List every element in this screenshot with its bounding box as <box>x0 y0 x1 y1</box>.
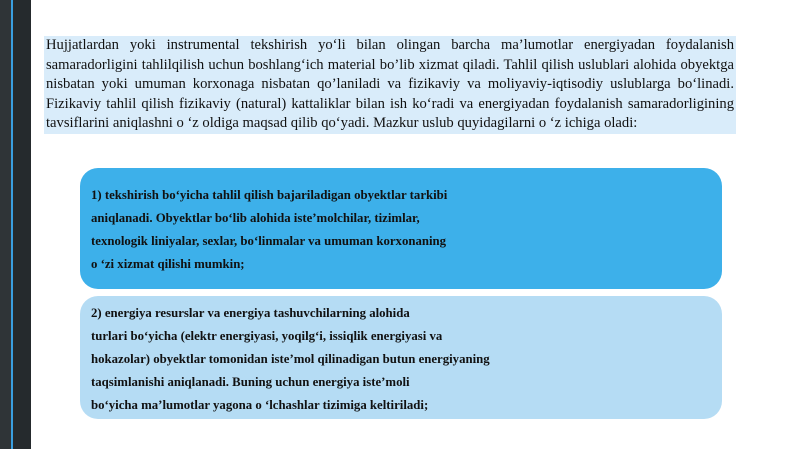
list-item-1-line: aniqlanadi. Obyektlar bo‘lib alohida iste’molchilar, tizimlar, <box>91 211 420 225</box>
list-item-2-line: taqsimlanishi aniqlanadi. Buning uchun energiya iste’moli <box>91 375 410 389</box>
list-item-2-line: 2) energiya resurslar va energiya tashuvchilarning alohida <box>91 306 410 320</box>
intro-paragraph: Hujjatlardan yoki instrumental tekshirish yo‘li bilan olingan barcha ma’lumotlar energiyadan foydalanish samaradorligini tahlilqilish uchun boshlang‘ich material bo’lib xizmat qiladi. Tahlil qilish uslublari alohida obyektga nisbatan yoki umuman korxonaga nisbatan qo’laniladi va fizikaviy va moliyaviy-iqtisodiy uslublarga bo‘linadi. Fizikaviy tahlil qilish fizikaviy (natural) kattaliklar bilan ish ko‘radi va energiyadan foydalanish samaradorligining tavsiflarini aniqlashni o ‘z oldiga maqsad qilib qo‘yadi. Mazkur uslub quyidagilarni o ‘z ichiga oladi: <box>44 36 736 134</box>
list-item-1-line: 1) tekshirish bo‘yicha tahlil qilish bajariladigan obyektlar tarkibi <box>91 188 448 202</box>
list-item-2-line: turlari bo‘yicha (elektr energiyasi, yoqilg‘i, issiqlik energiyasi va <box>91 329 443 343</box>
left-decor-bar <box>0 0 11 449</box>
list-item-2-box <box>80 296 722 419</box>
list-item-2-line: hokazolar) obyektlar tomonidan iste’mol qilinadigan butun energiyaning <box>91 352 490 366</box>
list-item-1-line: texnologik liniyalar, sexlar, bo‘linmalar va umuman korxonaning <box>91 234 447 248</box>
left-decor-bar-inner <box>13 0 31 449</box>
list-item-1-box <box>80 168 722 289</box>
list-item-2-line: bo‘yicha ma’lumotlar yagona o ‘lchashlar tizimiga keltiriladi; <box>91 398 429 412</box>
list-item-1-line: o ‘zi xizmat qilishi mumkin; <box>91 257 245 271</box>
